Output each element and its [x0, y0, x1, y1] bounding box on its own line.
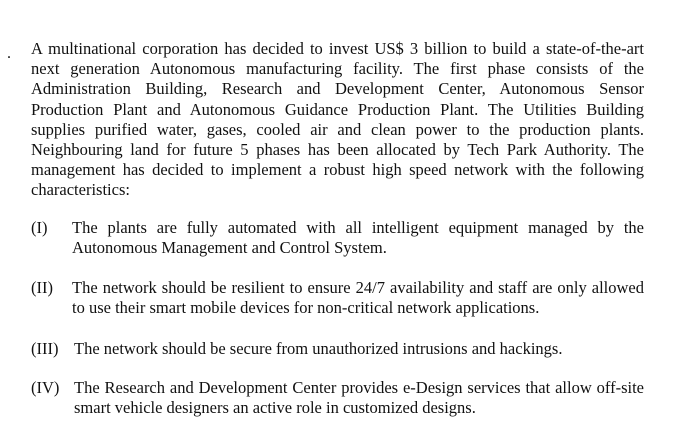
list-item-text: The network should be resilient to ensure 24/7 availability and staff are only allowed to use their smart mobile devices for non-critical network applications. [72, 278, 644, 318]
question-intro-paragraph: A multinational corporation has decided to invest US$ 3 billion to build a state-of-the-art next generation Autonomous manufacturing facility. The first phase consists of the Administration Building, Research and Development Center, Autonomous Sensor Production Plant and Autonomous Guidance Production Plant. The Utilities Building supplies purified water, gases, cooled air and clean power to the production plants. Neighbouring land for future 5 phases has been allocated by Tech Park Authority. The management has decided to implement a robust high speed network with the following characteristics: [31, 39, 644, 200]
list-item-number: (III) [31, 339, 59, 358]
list-item-text: The Research and Development Center provides e-Design services that allow off-site smart vehicle designers an active role in customized designs. [74, 378, 644, 418]
question-bullet: . [7, 45, 11, 62]
list-item-number: (I) [31, 218, 48, 237]
list-item-text: The plants are fully automated with all intelligent equipment managed by the Autonomous Management and Control System. [72, 218, 644, 258]
list-item-number: (II) [31, 278, 53, 297]
list-item-number: (IV) [31, 378, 60, 397]
list-item-text: The network should be secure from unauthorized intrusions and hackings. [74, 339, 563, 358]
